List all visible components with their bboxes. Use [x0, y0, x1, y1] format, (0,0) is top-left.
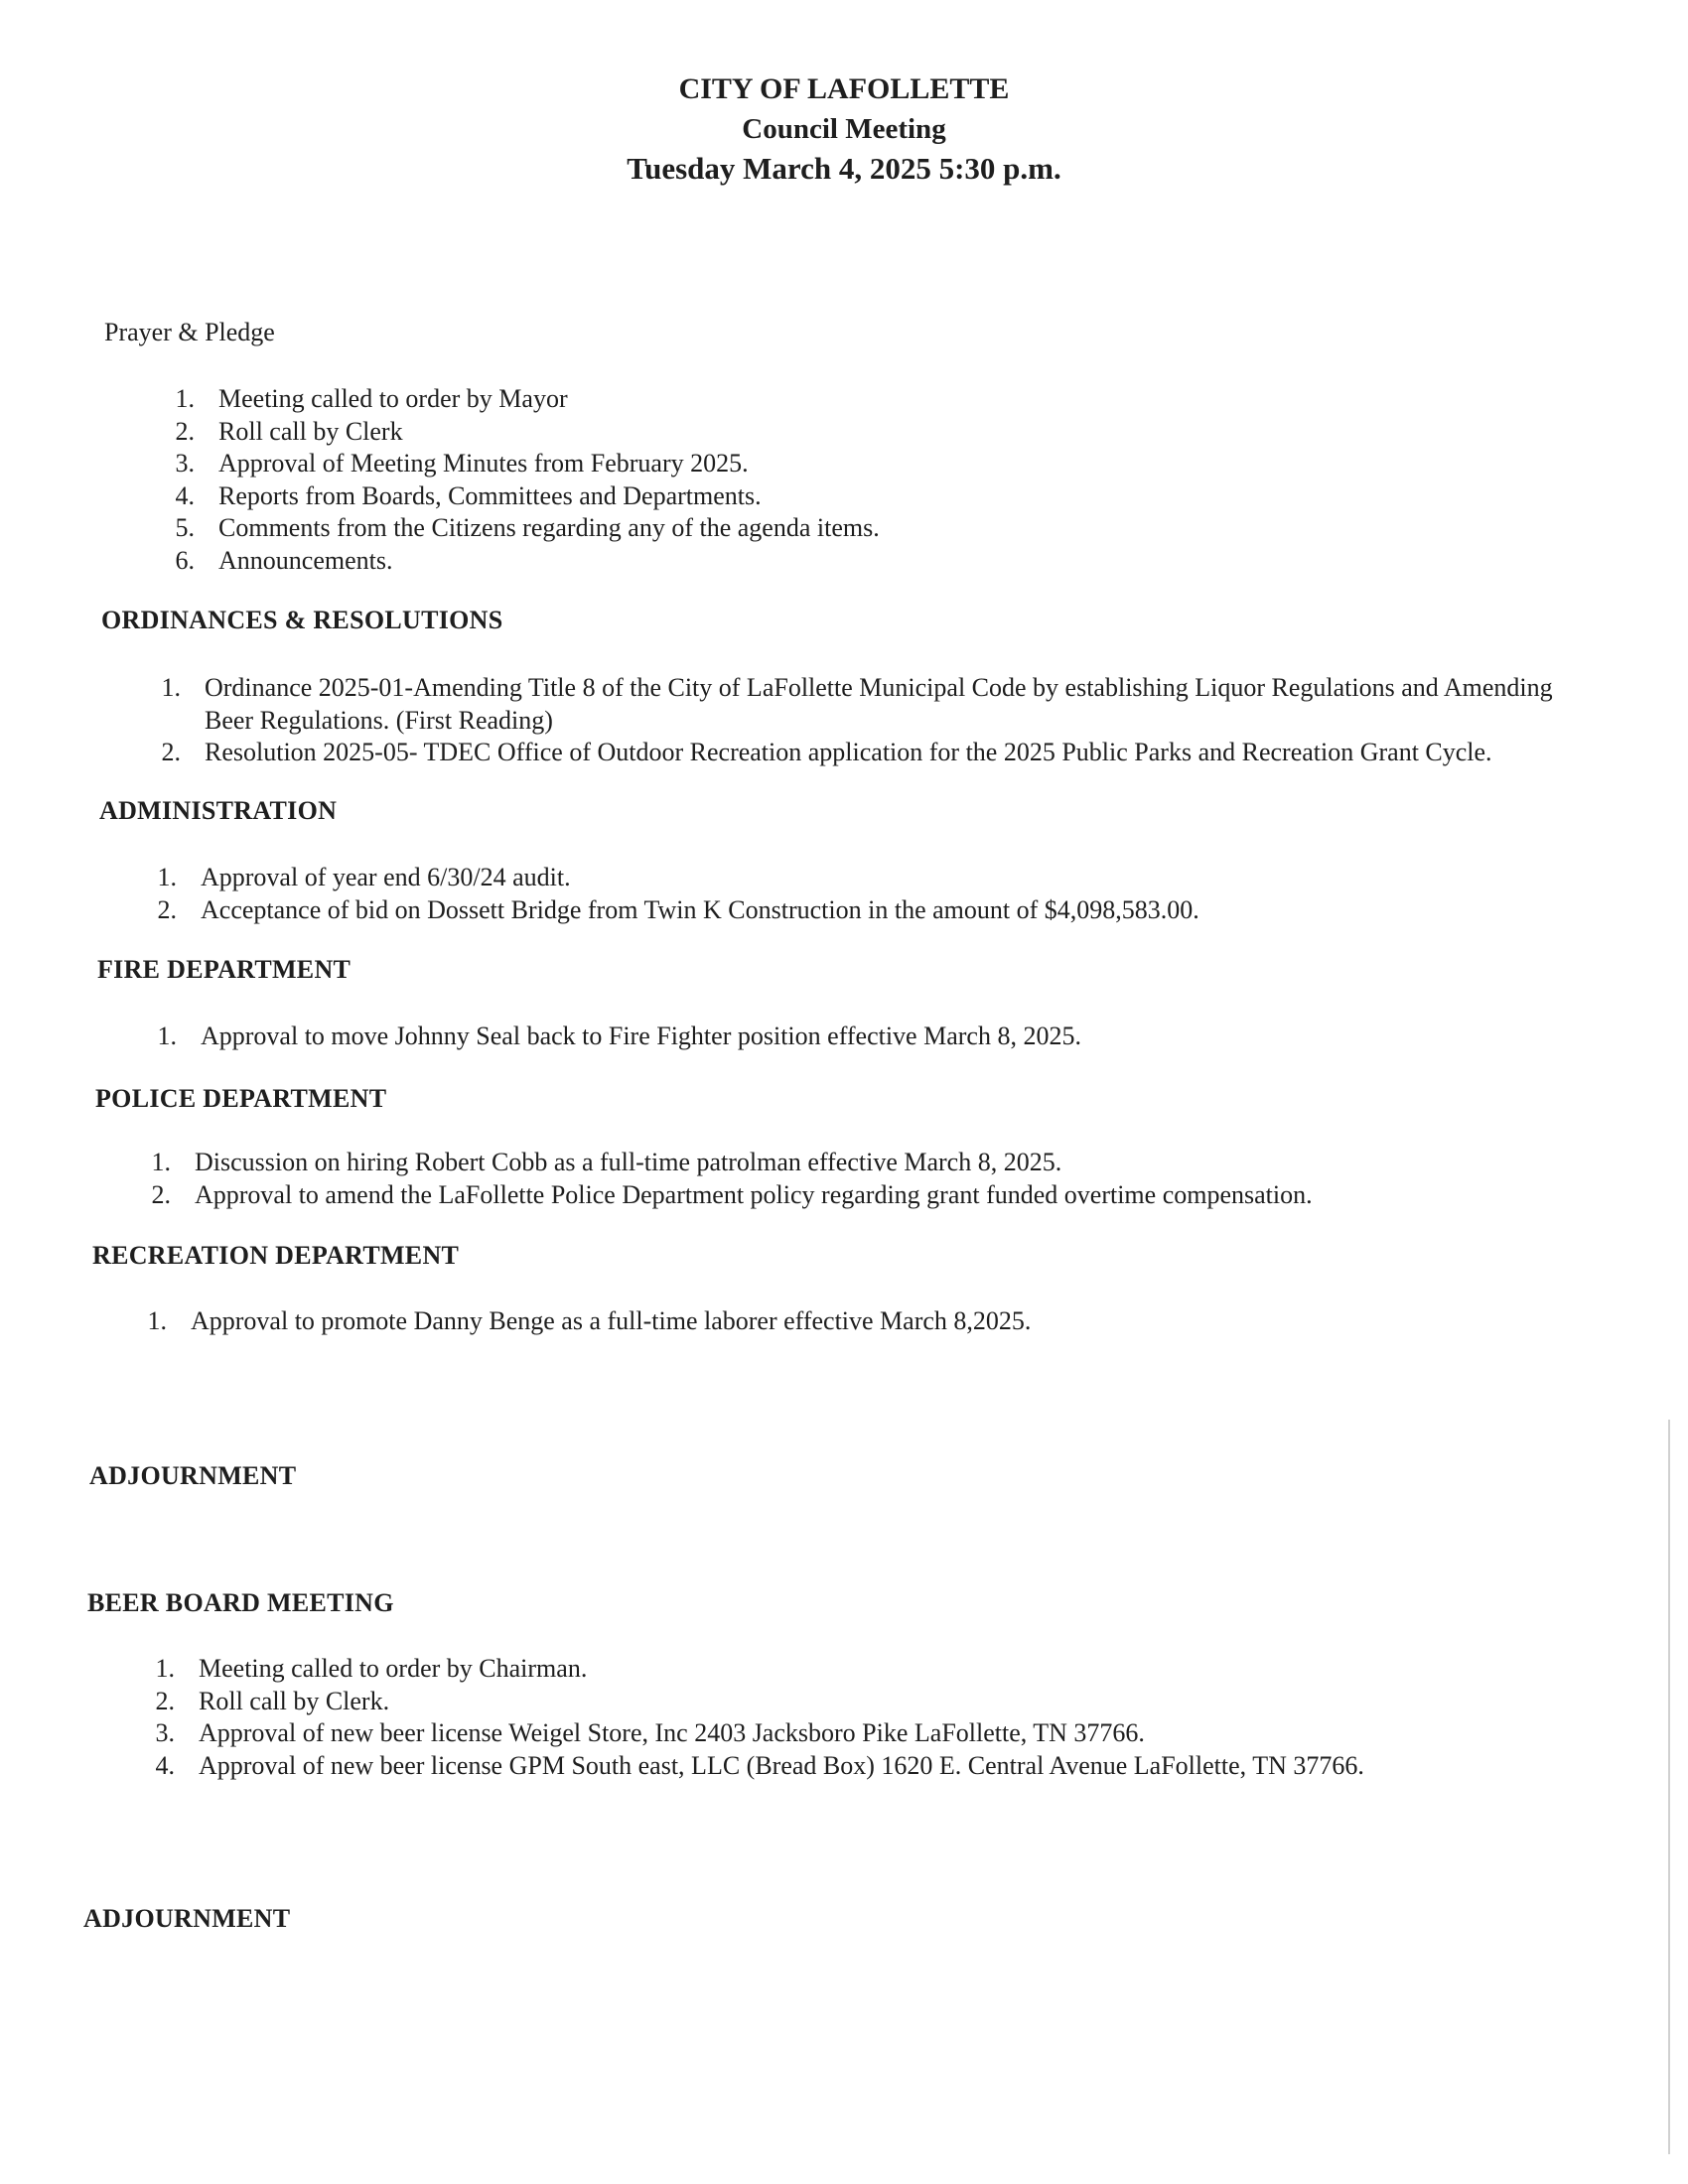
- list-item: [159, 448, 1053, 480]
- list-item: [141, 862, 1531, 894]
- list-item: [159, 416, 1053, 449]
- item-text: Roll call by Clerk.: [199, 1686, 390, 1715]
- item-text: Roll call by Clerk: [218, 416, 403, 446]
- section-police-title: POLICE DEPARTMENT: [95, 1084, 387, 1113]
- item-text: Approval of year end 6/30/24 audit.: [201, 863, 571, 891]
- item-text: Announcements.: [218, 545, 393, 575]
- scan-edge-line: [1668, 1420, 1670, 2154]
- item-number: 2.: [157, 894, 177, 924]
- opening-items-list: [159, 383, 1053, 577]
- item-text: Comments from the Citizens regarding any of the agenda items.: [218, 513, 880, 542]
- prayer-pledge: Prayer & Pledge: [104, 318, 275, 346]
- item-number: 5.: [175, 513, 195, 542]
- item-number: 2.: [155, 1686, 175, 1715]
- list-item: [135, 1179, 1525, 1212]
- item-number: 1.: [175, 384, 195, 413]
- item-number: 1.: [147, 1306, 167, 1335]
- list-item: [145, 737, 1575, 769]
- item-text: Approval to amend the LaFollette Police Department policy regarding grant funded overtime compensation.: [195, 1179, 1313, 1209]
- item-number: 1.: [155, 1654, 175, 1683]
- item-number: 3.: [155, 1718, 175, 1747]
- item-text: Acceptance of bid on Dossett Bridge from Twin K Construction in the amount of $4,098,583.00.: [201, 894, 1199, 924]
- section-administration-title: ADMINISTRATION: [99, 796, 338, 825]
- list-item: [159, 545, 1053, 578]
- section-ordinances-title: ORDINANCES & RESOLUTIONS: [101, 606, 503, 634]
- meeting-title: Council Meeting: [742, 113, 946, 145]
- list-item: [145, 672, 1575, 737]
- item-text: Meeting called to order by Mayor: [218, 384, 568, 413]
- list-item: [159, 383, 1053, 416]
- item-number: 4.: [155, 1750, 175, 1780]
- item-number: 2.: [175, 416, 195, 446]
- item-number: 6.: [175, 545, 195, 575]
- section-recreation-title: RECREATION DEPARTMENT: [92, 1241, 460, 1270]
- item-text: Meeting called to order by Chairman.: [199, 1654, 588, 1683]
- item-number: 4.: [175, 480, 195, 510]
- item-number: 2.: [151, 1179, 171, 1209]
- list-item: [139, 1750, 1579, 1783]
- item-text: Approval of new beer license GPM South east, LLC (Bread Box) 1620 E. Central Avenue LaFollette, TN 37766.: [199, 1750, 1364, 1780]
- item-number: 1.: [161, 673, 181, 702]
- adjournment-heading: ADJOURNMENT: [89, 1461, 297, 1490]
- item-text: Approval of new beer license Weigel Store, Inc 2403 Jacksboro Pike LaFollette, TN 37766.: [199, 1718, 1145, 1747]
- item-text: Approval to move Johnny Seal back to Fire Fighter position effective March 8, 2025.: [201, 1022, 1081, 1050]
- list-item: [135, 1147, 1525, 1179]
- list-item: [139, 1717, 1579, 1750]
- item-number: 1.: [157, 863, 177, 891]
- list-item: [141, 1021, 1432, 1053]
- beer-board-list: [139, 1653, 1579, 1782]
- fire-list: [141, 1021, 1432, 1053]
- item-text: Approval of Meeting Minutes from February 2025.: [218, 449, 749, 478]
- list-item: [131, 1305, 1422, 1338]
- list-item: [139, 1686, 1579, 1718]
- item-text: Discussion on hiring Robert Cobb as a full-time patrolman effective March 8, 2025.: [195, 1148, 1062, 1176]
- administration-list: [141, 862, 1531, 926]
- item-number: 1.: [157, 1022, 177, 1050]
- item-number: 2.: [161, 738, 181, 766]
- list-item: [141, 894, 1531, 927]
- item-text: Ordinance 2025-01-Amending Title 8 of the City of LaFollette Municipal Code by establishing Liquor Regulations and Amending Beer Regulations. (First Reading): [205, 673, 1553, 735]
- item-number: 3.: [175, 449, 195, 478]
- list-item: [159, 480, 1053, 513]
- police-list: [135, 1147, 1525, 1211]
- item-number: 1.: [151, 1148, 171, 1176]
- section-beer-board-title: BEER BOARD MEETING: [87, 1588, 394, 1617]
- agenda-header: [0, 69, 1688, 189]
- item-text: Approval to promote Danny Benge as a full-time laborer effective March 8,2025.: [191, 1306, 1032, 1335]
- list-item: [159, 512, 1053, 545]
- meeting-date: Tuesday March 4, 2025 5:30 p.m.: [627, 151, 1061, 186]
- city-title: CITY OF LAFOLLETTE: [678, 72, 1010, 105]
- list-item: [139, 1653, 1579, 1686]
- adjournment-heading-2: ADJOURNMENT: [83, 1904, 291, 1933]
- recreation-list: [131, 1305, 1422, 1338]
- item-text: Reports from Boards, Committees and Departments.: [218, 480, 762, 510]
- ordinances-list: [145, 672, 1575, 769]
- item-text: Resolution 2025-05- TDEC Office of Outdoor Recreation application for the 2025 Public Parks and Recreation Grant Cycle.: [205, 738, 1492, 766]
- section-fire-title: FIRE DEPARTMENT: [97, 955, 352, 984]
